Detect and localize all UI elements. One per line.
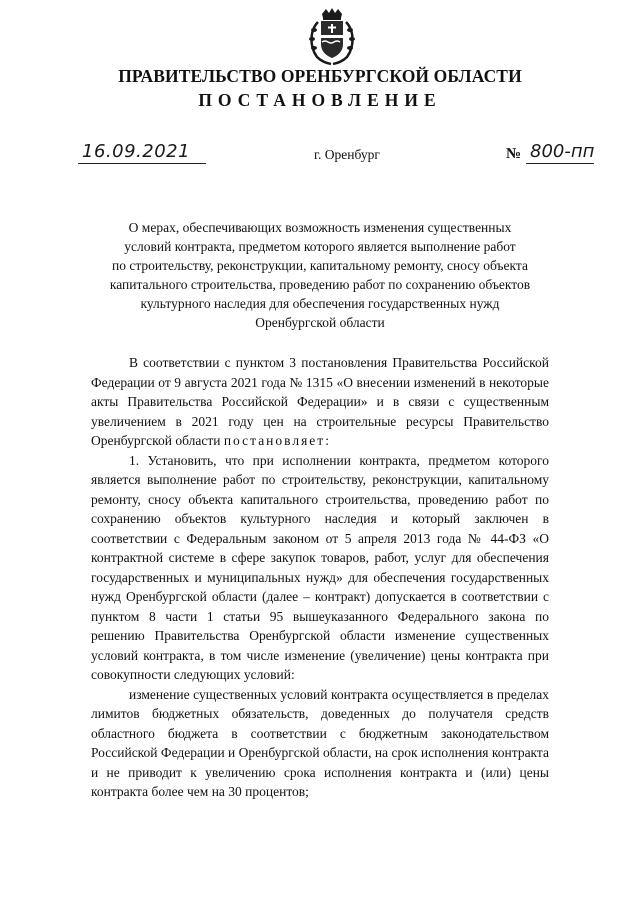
government-name: ПРАВИТЕЛЬСТВО ОРЕНБУРГСКОЙ ОБЛАСТИ bbox=[118, 66, 522, 86]
title-line: Оренбургской области bbox=[255, 315, 385, 330]
number-underline bbox=[526, 163, 594, 164]
preamble-paragraph bbox=[91, 353, 549, 451]
number-sign: № bbox=[506, 146, 522, 162]
title-line: капитального строительства, проведению работ по сохранению объектов bbox=[109, 277, 531, 292]
preamble-text: В соответствии с пунктом 3 постановления Правительства Российской Федерации от 9 августа 2021 года № 1315 «О внесении изменений в некоторые акты Правительства Российской Федерации» и в связи с существенным увеличением в 2021 году цен на строительные ресурсы Правительство Оренбургской области bbox=[91, 355, 549, 448]
title-line: по строительству, реконструкции, капитальному ремонту, сносу объекта bbox=[112, 258, 528, 273]
preamble-action: постановляет: bbox=[223, 433, 331, 448]
title-line: О мерах, обеспечивающих возможность изменения существенных bbox=[128, 220, 512, 235]
title-line: условий контракта, предметом которого является выполнение работ bbox=[124, 239, 516, 254]
document-title bbox=[90, 218, 550, 332]
document-date: 16.09.2021 bbox=[82, 141, 191, 162]
item-1-paragraph: 1. Установить, что при исполнении контракта, предметом которого является выполнение работ по строительству, реконструкции, капитальному ремонту, сносу объекта капитального строительства, проведению работ по сохранению объектов культурного наследия и который заключен в соответствии с Федеральным законом от 5 апреля 2013 года № 44-ФЗ «О контрактной системе в сфере закупок товаров, работ, услуг для обеспечения государственных и муниципальных нужд» для обеспечения государственных нужд Оренбургской области (далее – контракт) допускается в соответствии с пунктом 8 части 1 статьи 95 вышеуказанного Федерального закона по решению Правительства Оренбургской области изменение существенных условий контракта, в том числе изменение (увеличение) цены контракта при совокупности следующих условий: bbox=[91, 452, 549, 682]
condition-1-paragraph: изменение существенных условий контракта осуществляется в пределах лимитов бюджетных обязательств, доведенных до получателя средств областного бюджета в соответствии с бюджетным законодательством Российской Федерации и Оренбургской области, на срок исполнения контракта и не приводит к увеличению срока исполнения контракта и (или) цены контракта более чем на 30 процентов; bbox=[91, 686, 549, 799]
title-line: культурного наследия для обеспечения государственных нужд bbox=[140, 296, 500, 311]
document-type: ПОСТАНОВЛЕНИЕ bbox=[198, 90, 442, 110]
orenburg-coat-of-arms-icon bbox=[307, 8, 357, 66]
date-underline bbox=[78, 163, 206, 164]
city-name: г. Оренбург bbox=[314, 147, 380, 162]
document-body bbox=[91, 353, 549, 802]
document-number: 800-пп bbox=[530, 141, 595, 162]
